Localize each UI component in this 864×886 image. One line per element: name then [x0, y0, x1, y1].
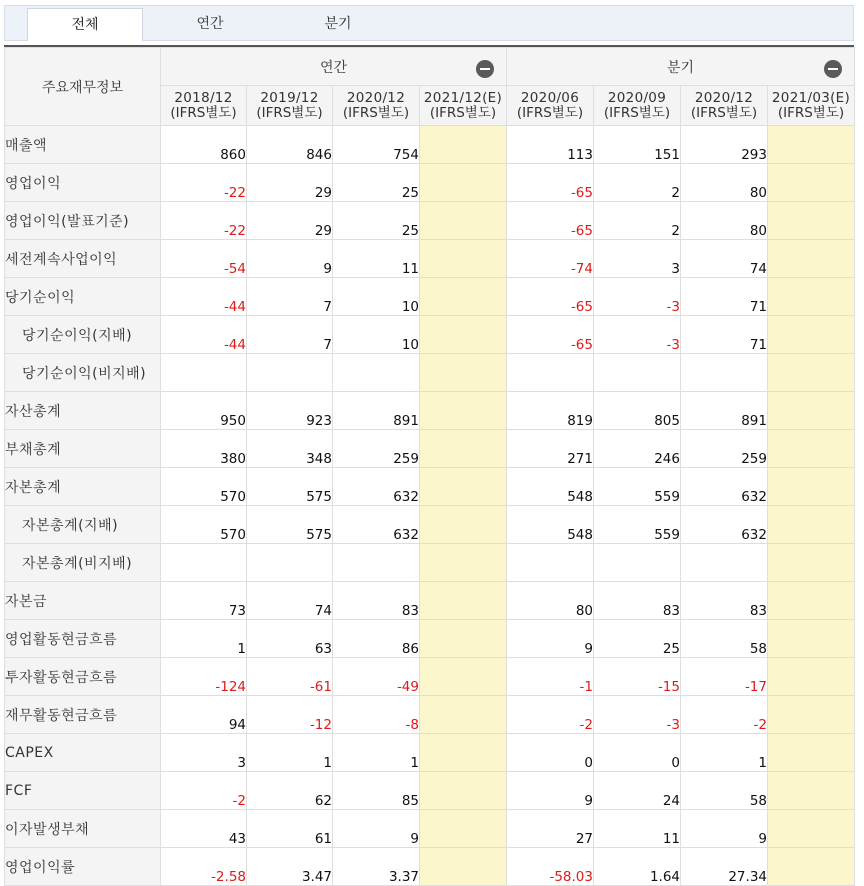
value-cell: -12 [247, 696, 333, 734]
value-cell [507, 544, 594, 582]
value-cell: -74 [507, 240, 594, 278]
value-cell [420, 772, 507, 810]
value-cell [681, 354, 768, 392]
value-cell [768, 126, 855, 164]
table-row [5, 658, 855, 696]
value-cell [420, 734, 507, 772]
value-cell: 7 [247, 316, 333, 354]
collapse-annual-minus-circle-icon[interactable] [476, 60, 494, 78]
value-cell: -124 [161, 658, 247, 696]
value-cell [420, 506, 507, 544]
accounting-standard-label: (IFRS별도) [342, 104, 410, 121]
accounting-standard-label: (IFRS별도) [603, 104, 671, 121]
value-cell: 61 [247, 810, 333, 848]
value-cell [768, 620, 855, 658]
table-row [5, 810, 855, 848]
value-cell [768, 278, 855, 316]
table-row [5, 582, 855, 620]
label-column-header: 주요재무정보 [5, 48, 161, 126]
table-row [5, 202, 855, 240]
value-cell [420, 278, 507, 316]
value-cell: -22 [161, 164, 247, 202]
value-cell [420, 164, 507, 202]
table-row [5, 164, 855, 202]
value-cell [161, 544, 247, 582]
row-label[interactable]: 자본총계(지배) [5, 506, 161, 544]
period-label: 2019/12 [260, 89, 319, 106]
value-cell: 0 [594, 734, 681, 772]
value-cell: -2 [681, 696, 768, 734]
row-label[interactable]: 당기순이익(비지배) [5, 354, 161, 392]
value-cell: 632 [333, 506, 420, 544]
value-cell [420, 316, 507, 354]
value-cell: 1 [161, 620, 247, 658]
table-row [5, 316, 855, 354]
value-cell: 83 [681, 582, 768, 620]
value-cell: 83 [594, 582, 681, 620]
value-cell: -15 [594, 658, 681, 696]
table-row [5, 126, 855, 164]
value-cell: 259 [681, 430, 768, 468]
value-cell: 548 [507, 468, 594, 506]
value-cell [768, 506, 855, 544]
value-cell: 3 [161, 734, 247, 772]
value-cell: 923 [247, 392, 333, 430]
value-cell: 380 [161, 430, 247, 468]
value-cell: 1 [333, 734, 420, 772]
value-cell: -65 [507, 202, 594, 240]
value-cell [768, 392, 855, 430]
group-label-annual: 연간 [319, 59, 348, 76]
value-cell: 9 [507, 620, 594, 658]
value-cell: 891 [681, 392, 768, 430]
value-cell: 271 [507, 430, 594, 468]
value-cell: 83 [333, 582, 420, 620]
table-row [5, 392, 855, 430]
value-cell: 575 [247, 506, 333, 544]
table-row [5, 354, 855, 392]
row-label[interactable]: 매출액 [5, 126, 161, 164]
row-label[interactable]: 자본총계(비지배) [5, 544, 161, 582]
value-cell [768, 430, 855, 468]
value-cell: 1 [681, 734, 768, 772]
value-cell: 80 [681, 164, 768, 202]
value-cell: -22 [161, 202, 247, 240]
accounting-standard-label: (IFRS별도) [777, 104, 845, 121]
period-header [420, 86, 507, 126]
row-label[interactable]: 자본총계 [5, 468, 161, 506]
value-cell [768, 810, 855, 848]
row-label[interactable]: CAPEX [5, 734, 161, 772]
value-cell: 62 [247, 772, 333, 810]
value-cell: 548 [507, 506, 594, 544]
period-header [161, 86, 247, 126]
value-cell: 25 [594, 620, 681, 658]
value-cell: 73 [161, 582, 247, 620]
accounting-standard-label: (IFRS별도) [256, 104, 323, 121]
value-cell: 891 [333, 392, 420, 430]
value-cell [247, 544, 333, 582]
accounting-standard-label: (IFRS별도) [690, 104, 758, 121]
value-cell: 27.34 [681, 848, 768, 886]
value-cell: 113 [507, 126, 594, 164]
period-label: 2020/09 [607, 89, 667, 106]
value-cell [420, 658, 507, 696]
value-cell: 2 [594, 164, 681, 202]
value-cell: 9 [247, 240, 333, 278]
value-cell [420, 696, 507, 734]
value-cell [768, 164, 855, 202]
value-cell: 950 [161, 392, 247, 430]
row-label[interactable]: 세전계속사업이익 [5, 240, 161, 278]
value-cell [507, 354, 594, 392]
value-cell: 25 [333, 164, 420, 202]
value-cell [768, 772, 855, 810]
value-cell: -44 [161, 316, 247, 354]
value-cell: 0 [507, 734, 594, 772]
value-cell: 754 [333, 126, 420, 164]
value-cell: 80 [681, 202, 768, 240]
row-label[interactable]: 자산총계 [5, 392, 161, 430]
row-label[interactable]: 이자발생부채 [5, 810, 161, 848]
value-cell: 348 [247, 430, 333, 468]
value-cell [420, 810, 507, 848]
table-row [5, 430, 855, 468]
accounting-standard-label: (IFRS별도) [170, 104, 237, 121]
value-cell: 632 [333, 468, 420, 506]
table-row [5, 544, 855, 582]
period-header [507, 86, 594, 126]
value-cell [161, 354, 247, 392]
row-label[interactable]: 부채총계 [5, 430, 161, 468]
value-cell [420, 126, 507, 164]
value-cell [333, 354, 420, 392]
row-label[interactable]: 재무활동현금흐름 [5, 696, 161, 734]
period-header [681, 86, 768, 126]
row-label[interactable]: 당기순이익(지배) [5, 316, 161, 354]
value-cell [420, 392, 507, 430]
value-cell [333, 544, 420, 582]
accounting-standard-label: (IFRS별도) [429, 104, 497, 121]
value-cell [420, 354, 507, 392]
value-cell [768, 240, 855, 278]
value-cell: -61 [247, 658, 333, 696]
value-cell: 58 [681, 620, 768, 658]
period-label: 2020/12 [346, 89, 406, 106]
value-cell: 11 [594, 810, 681, 848]
value-cell: 3.47 [247, 848, 333, 886]
value-cell: 819 [507, 392, 594, 430]
table-row [5, 468, 855, 506]
value-cell: -49 [333, 658, 420, 696]
value-cell: 246 [594, 430, 681, 468]
table-row [5, 240, 855, 278]
period-label: 2021/03(E) [771, 89, 851, 106]
tab-all[interactable]: 전체 [27, 8, 143, 41]
value-cell: 293 [681, 126, 768, 164]
value-cell: -58.03 [507, 848, 594, 886]
value-cell: 71 [681, 316, 768, 354]
value-cell: 74 [247, 582, 333, 620]
value-cell [768, 468, 855, 506]
value-cell [594, 354, 681, 392]
value-cell: 71 [681, 278, 768, 316]
value-cell: -65 [507, 278, 594, 316]
value-cell: -2.58 [161, 848, 247, 886]
row-label[interactable]: FCF [5, 772, 161, 810]
period-label: 2018/12 [174, 89, 233, 106]
value-cell [420, 848, 507, 886]
value-cell: 63 [247, 620, 333, 658]
value-cell: 94 [161, 696, 247, 734]
value-cell: 10 [333, 316, 420, 354]
table-row [5, 734, 855, 772]
value-cell: -1 [507, 658, 594, 696]
table-row [5, 696, 855, 734]
value-cell [420, 202, 507, 240]
value-cell: -2 [161, 772, 247, 810]
value-cell: 1.64 [594, 848, 681, 886]
value-cell: 24 [594, 772, 681, 810]
value-cell: 10 [333, 278, 420, 316]
value-cell [768, 734, 855, 772]
value-cell [768, 202, 855, 240]
period-label: 2021/12(E) [423, 89, 503, 106]
period-header [594, 86, 681, 126]
value-cell [768, 848, 855, 886]
value-cell: 570 [161, 468, 247, 506]
value-cell: -54 [161, 240, 247, 278]
value-cell: 85 [333, 772, 420, 810]
value-cell: 3 [594, 240, 681, 278]
table-row [5, 620, 855, 658]
period-tab-bar [4, 5, 854, 41]
value-cell: 575 [247, 468, 333, 506]
group-header-quarterly [507, 48, 855, 86]
value-cell: -3 [594, 316, 681, 354]
value-cell: 7 [247, 278, 333, 316]
value-cell [768, 582, 855, 620]
value-cell: 9 [333, 810, 420, 848]
value-cell [420, 544, 507, 582]
value-cell: 570 [161, 506, 247, 544]
value-cell: 632 [681, 468, 768, 506]
collapse-quarterly-minus-circle-icon[interactable] [824, 60, 842, 78]
value-cell: 9 [507, 772, 594, 810]
value-cell: 632 [681, 506, 768, 544]
value-cell [420, 468, 507, 506]
value-cell [768, 316, 855, 354]
period-header [247, 86, 333, 126]
row-label[interactable]: 영업이익(발표기준) [5, 202, 161, 240]
value-cell: 559 [594, 468, 681, 506]
value-cell: -3 [594, 278, 681, 316]
value-cell: 151 [594, 126, 681, 164]
value-cell: 1 [247, 734, 333, 772]
value-cell: 80 [507, 582, 594, 620]
row-label[interactable]: 영업이익률 [5, 848, 161, 886]
row-label[interactable]: 당기순이익 [5, 278, 161, 316]
value-cell: 805 [594, 392, 681, 430]
value-cell: 43 [161, 810, 247, 848]
value-cell: 27 [507, 810, 594, 848]
value-cell [420, 240, 507, 278]
period-label: 2020/06 [520, 89, 580, 106]
value-cell: 11 [333, 240, 420, 278]
value-cell [681, 544, 768, 582]
value-cell: -2 [507, 696, 594, 734]
value-cell: -3 [594, 696, 681, 734]
table-row [5, 506, 855, 544]
value-cell: 259 [333, 430, 420, 468]
table-row [5, 848, 855, 886]
table-row [5, 772, 855, 810]
period-header [768, 86, 855, 126]
value-cell [768, 696, 855, 734]
value-cell [768, 658, 855, 696]
value-cell [768, 354, 855, 392]
value-cell: 2 [594, 202, 681, 240]
group-header-annual [161, 48, 507, 86]
period-header [333, 86, 420, 126]
value-cell: 9 [681, 810, 768, 848]
tab-quarterly[interactable]: 분기 [324, 16, 352, 32]
value-cell: 86 [333, 620, 420, 658]
value-cell: 3.37 [333, 848, 420, 886]
value-cell [420, 582, 507, 620]
value-cell [420, 430, 507, 468]
value-cell: 58 [681, 772, 768, 810]
value-cell: 25 [333, 202, 420, 240]
value-cell: -8 [333, 696, 420, 734]
value-cell: -44 [161, 278, 247, 316]
row-label[interactable]: 자본금 [5, 582, 161, 620]
row-label[interactable]: 영업이익 [5, 164, 161, 202]
value-cell: 860 [161, 126, 247, 164]
value-cell: 846 [247, 126, 333, 164]
value-cell: 74 [681, 240, 768, 278]
value-cell: 559 [594, 506, 681, 544]
value-cell: -65 [507, 164, 594, 202]
value-cell: -17 [681, 658, 768, 696]
value-cell: -65 [507, 316, 594, 354]
financial-summary-table [4, 47, 855, 886]
value-cell [247, 354, 333, 392]
row-label[interactable]: 영업활동현금흐름 [5, 620, 161, 658]
accounting-standard-label: (IFRS별도) [516, 104, 584, 121]
value-cell [420, 620, 507, 658]
value-cell [768, 544, 855, 582]
row-label[interactable]: 투자활동현금흐름 [5, 658, 161, 696]
tab-annual[interactable]: 연간 [196, 16, 224, 32]
value-cell: 29 [247, 164, 333, 202]
group-label-quarterly: 분기 [666, 59, 695, 76]
table-row [5, 278, 855, 316]
value-cell: 29 [247, 202, 333, 240]
period-label: 2020/12 [694, 89, 754, 106]
value-cell [594, 544, 681, 582]
